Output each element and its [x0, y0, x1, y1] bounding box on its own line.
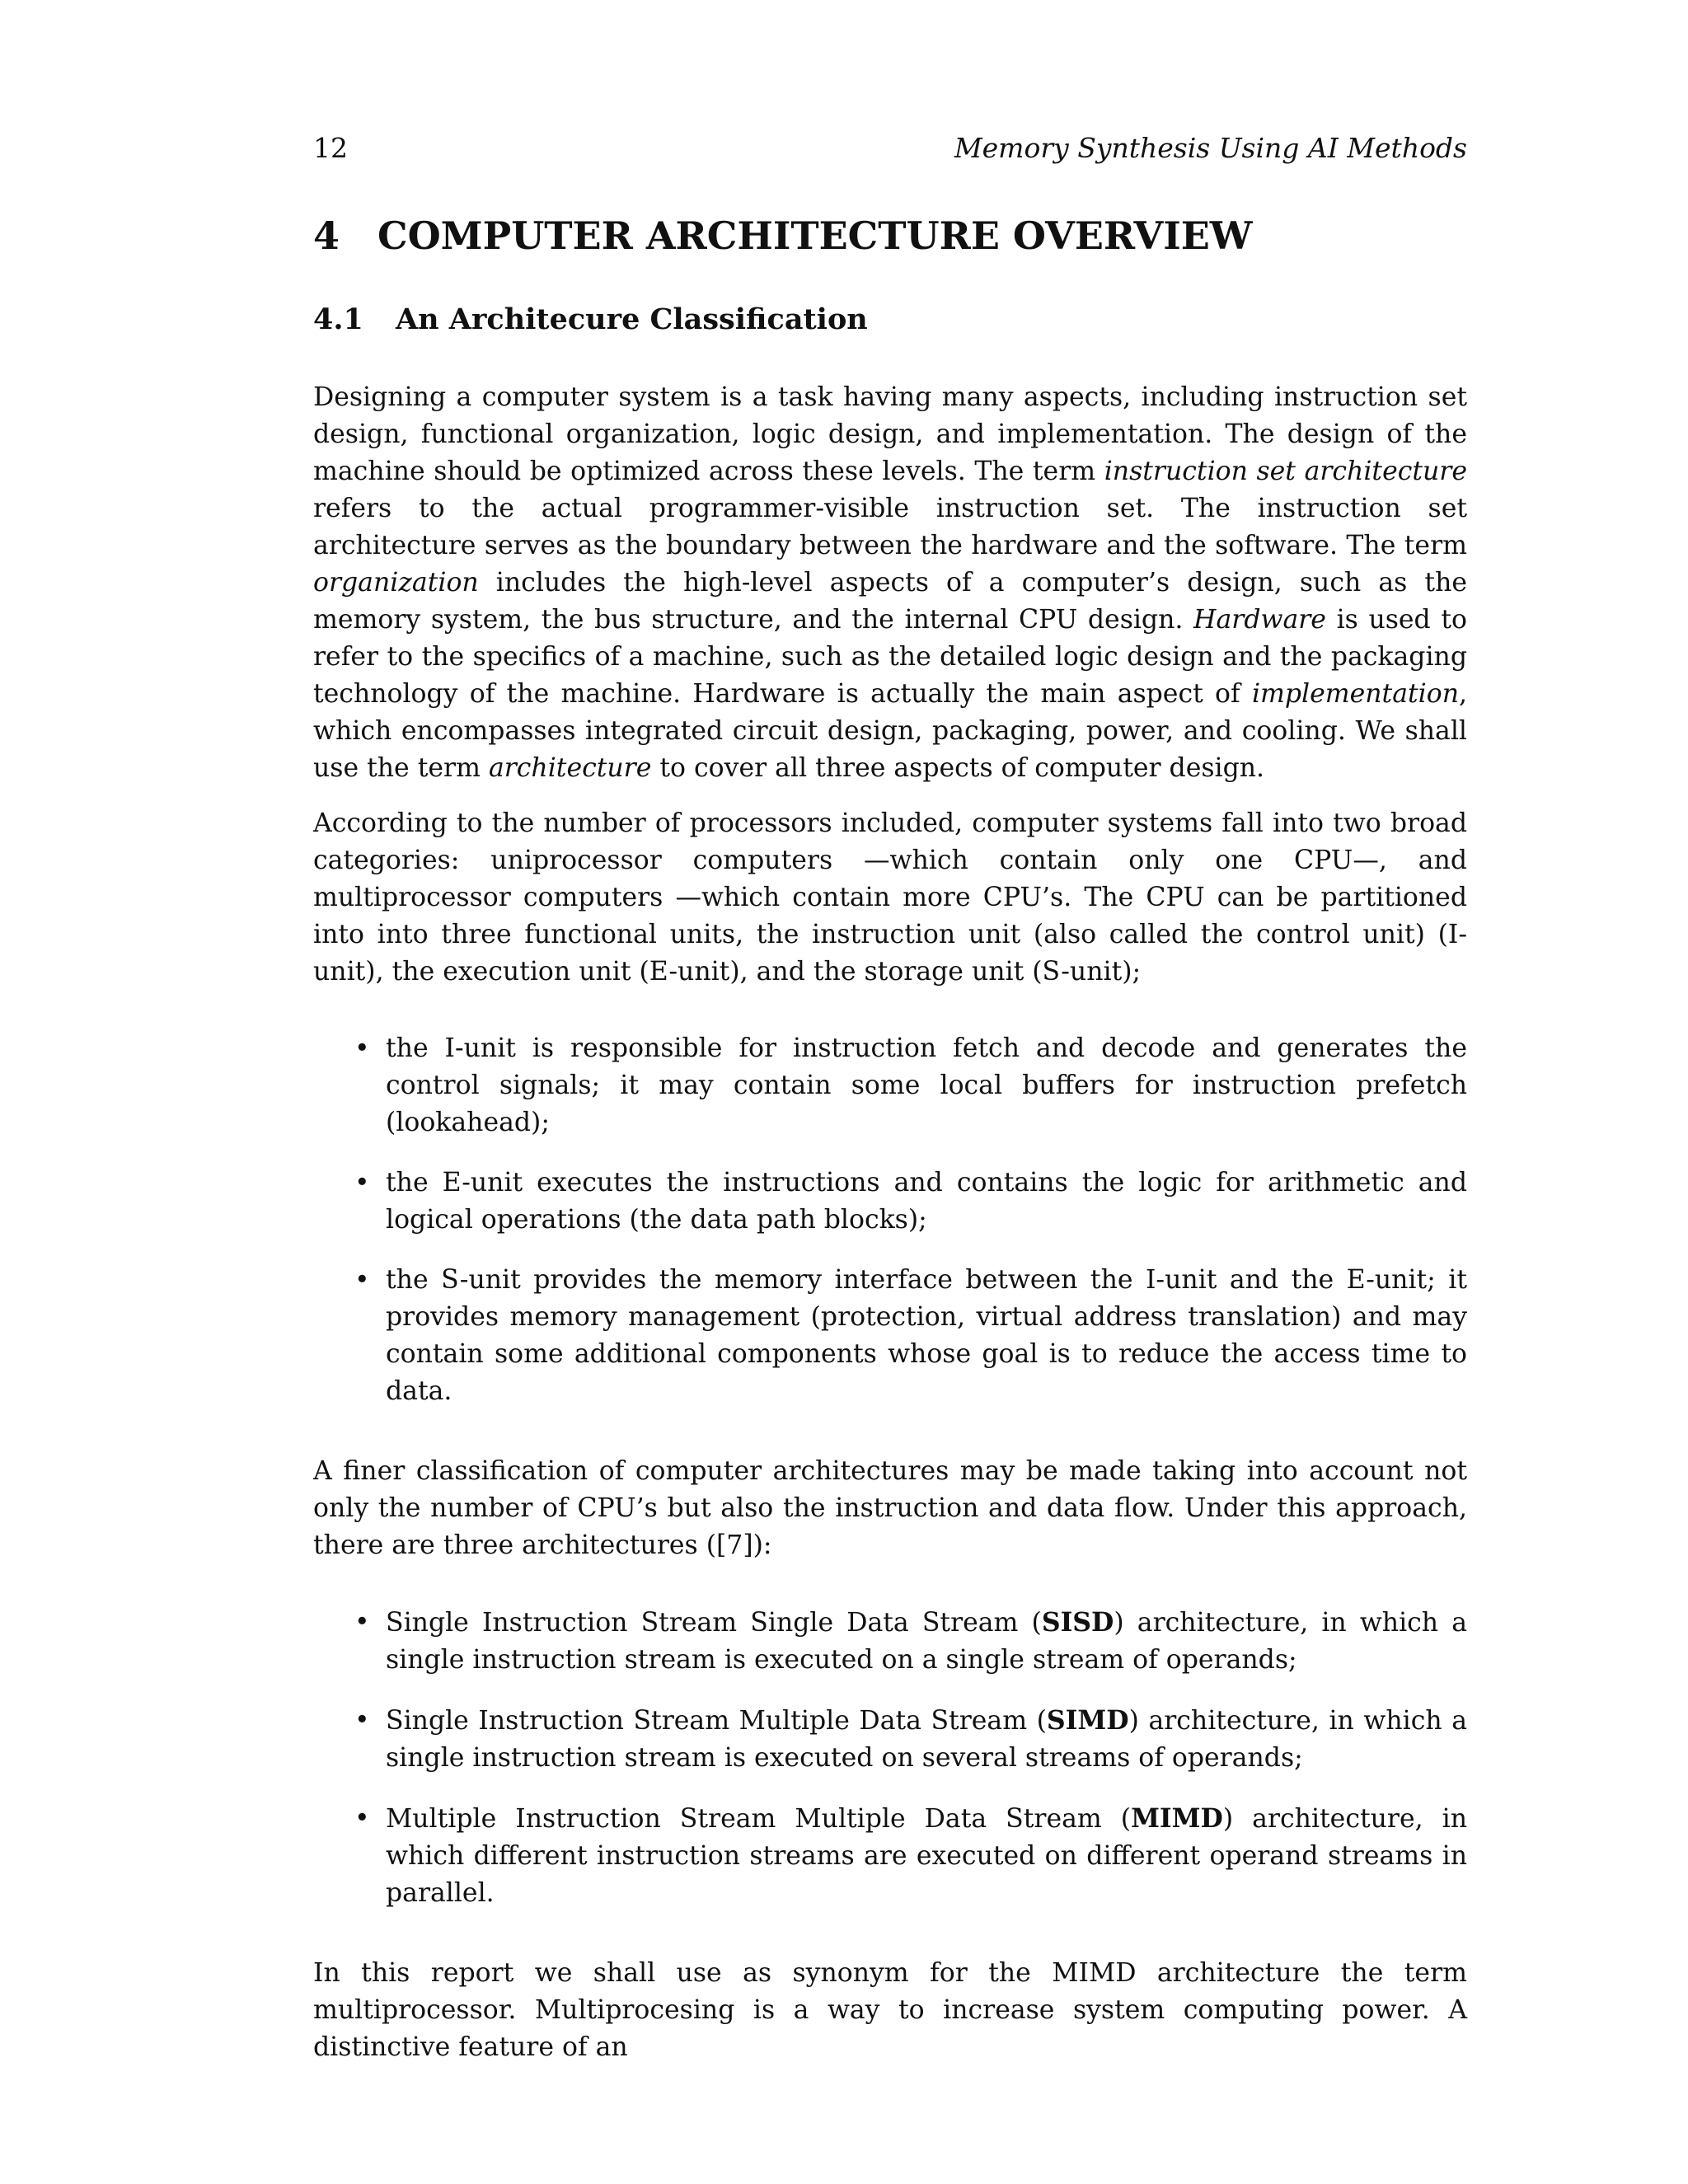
text-span: , which encompasses integrated circuit design, packaging, power, and cooling. We shall use the term: [313, 679, 1467, 783]
term-hardware: Hardware: [1193, 605, 1326, 635]
paragraph-finer-classification: A finer classification of computer architectures may be made taking into account not only the number of CPU’s but also the instruction and data flow. Under this approach, there are three architectures ([7]):: [313, 1456, 1467, 1560]
list-item-text: ) architecture, in which a single instruction stream is executed on a single stream of operands;: [386, 1608, 1467, 1675]
list-item: [354, 1800, 1467, 1912]
list-item-text: ) architecture, in which different instruction streams are executed on different operand streams in parallel.: [386, 1804, 1467, 1908]
bullet-icon: •: [354, 1607, 370, 1637]
list-item: [354, 1702, 1467, 1777]
list-item: [354, 1262, 1467, 1410]
list-item-text: the E-unit executes the instructions and contains the logic for arithmetic and logical operations (the data path blocks);: [386, 1168, 1467, 1235]
term-instruction-set-architecture: instruction set architecture: [1104, 457, 1467, 486]
cpu-units-list: [313, 1030, 1467, 1410]
paragraph-multiprocessor: In this report we shall use as synonym for the MIMD architecture the term multiprocessor. Multiprocesing is a way to increase system computing power. A distinctive feature of an: [313, 1958, 1467, 2062]
page-number: 12: [313, 132, 348, 164]
bullet-icon: •: [354, 1265, 370, 1295]
term-organization: organization: [313, 568, 479, 598]
list-item: [354, 1165, 1467, 1239]
list-item: [354, 1604, 1467, 1679]
text-span: refers to the actual programmer-visible instruction set. The instruction set architecture serves as the boundary between the hardware and the software. The term: [313, 494, 1467, 560]
abbreviation-mimd: MIMD: [1131, 1803, 1223, 1834]
section-title: COMPUTER ARCHITECTURE OVERVIEW: [377, 213, 1253, 258]
text-span: to cover all three aspects of computer design.: [651, 753, 1265, 783]
text-span: Designing a computer system is a task having many aspects, including instruction set design, functional organization, logic design, and implementation. The design of the machine should be optimized across these levels. The term: [313, 382, 1467, 486]
bullet-icon: •: [354, 1033, 370, 1063]
running-head: [313, 132, 1467, 165]
list-item-text: the S-unit provides the memory interface between the I-unit and the E-unit; it provides memory management (protection, virtual address translation) and may contain some additional components whose goal is to reduce the access time to data.: [386, 1265, 1467, 1406]
subsection-number: 4.1: [313, 302, 363, 336]
architecture-types-list: [313, 1604, 1467, 1912]
bullet-icon: •: [354, 1803, 370, 1833]
list-item-text: the I-unit is responsible for instruction fetch and decode and generates the control signals; it may contain some local buffers for instruction prefetch (lookahead);: [386, 1033, 1467, 1137]
list-item-text: Single Instruction Stream Single Data Stream (: [386, 1608, 1042, 1638]
section-heading: [313, 213, 1467, 259]
paragraph-architecture-definition: [313, 379, 1467, 787]
subsection-title: An Architecure Classification: [396, 302, 868, 336]
bullet-icon: •: [354, 1168, 370, 1197]
paragraph-processor-categories: According to the number of processors included, computer systems fall into two broad categories: uniprocessor computers —which contain only one CPU—, and multiprocessor computers —which contain more CPU’s. The CPU can be partitioned into into three functional units, the instruction unit (also called the control unit) (I-unit), the execution unit (E-unit), and the storage unit (S-unit);: [313, 808, 1467, 987]
abbreviation-sisd: SISD: [1041, 1607, 1114, 1638]
bullet-icon: •: [354, 1705, 370, 1735]
running-title: Memory Synthesis Using AI Methods: [954, 132, 1467, 164]
term-architecture: architecture: [488, 753, 652, 783]
list-item-text: Multiple Instruction Stream Multiple Data Stream (: [386, 1804, 1132, 1834]
text-span: includes the high-level aspects of a computer’s design, such as the memory system, the bus structure, and the internal CPU design.: [313, 568, 1467, 635]
list-item-text: ) architecture, in which a single instruction stream is executed on several streams of operands;: [386, 1706, 1467, 1773]
abbreviation-simd: SIMD: [1046, 1705, 1129, 1736]
page: [313, 132, 1467, 2066]
list-item-text: Single Instruction Stream Multiple Data Stream (: [386, 1706, 1047, 1736]
section-number: 4: [313, 213, 340, 258]
subsection-heading: [313, 302, 1467, 338]
list-item: [354, 1030, 1467, 1141]
term-implementation: implementation: [1251, 679, 1459, 709]
text-span: is used to refer to the specifics of a machine, such as the detailed logic design and the packaging technology of the machine. Hardware is actually the main aspect of: [313, 605, 1467, 709]
